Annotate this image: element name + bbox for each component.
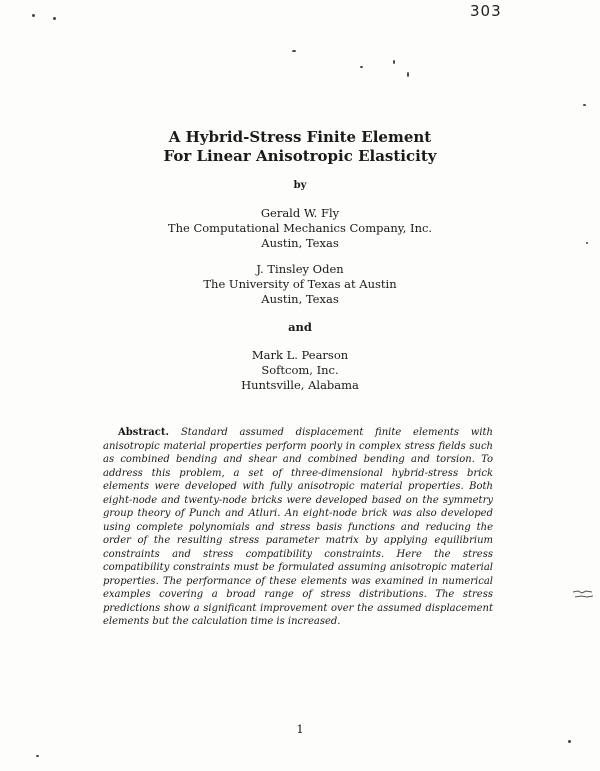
author-affiliation: Softcom, Inc. (261, 363, 339, 377)
scan-speck (32, 14, 35, 17)
author-affiliation: The University of Texas at Austin (203, 277, 397, 291)
and-label: and (288, 320, 312, 334)
author-location: Austin, Texas (261, 236, 339, 250)
scan-speck (53, 17, 56, 20)
abstract-label: Abstract. (118, 427, 169, 438)
scan-speck (583, 104, 586, 106)
author-block-2 (0, 262, 600, 307)
abstract (103, 426, 493, 629)
handwritten-page-number: 303 (470, 2, 502, 20)
page-number: 1 (296, 722, 304, 736)
author-location: Huntsville, Alabama (241, 378, 359, 392)
paper-title (0, 128, 600, 166)
author-block-1 (0, 206, 600, 251)
scan-speck (36, 755, 39, 757)
scan-speck (568, 740, 571, 743)
scan-speck (292, 50, 296, 52)
author-affiliation: The Computational Mechanics Company, Inc. (167, 221, 433, 235)
title-line-1: A Hybrid-Stress Finite Element (168, 128, 432, 146)
scan-speck (360, 66, 363, 68)
scan-speck (407, 72, 409, 77)
author-name: Mark L. Pearson (251, 348, 349, 362)
author-block-3 (0, 348, 600, 393)
author-name: J. Tinsley Oden (256, 262, 344, 276)
author-name: Gerald W. Fly (260, 206, 340, 220)
by-label: by (293, 180, 307, 191)
abstract-body: Standard assumed displacement finite elements with anisotropic material properties perform poorly in complex stress fields such as combined bending and shear and combined bending and torsion. To address this problem, a set of three-dimensional hybrid-stress brick elements were developed with fully anisotropic material properties. Both eight-node and twenty-node bricks were developed based on the symmetry group theory of Punch and Atluri. An eight-node brick was also developed using complete polynomials and stress basis functions and reducing the order of the resulting stress parameter matrix by applying equilibrium constraints and stress compatibility constraints. Here the stress compatibility constraints must be formulated assuming anisotropic material properties. The performance of these elements was examined in numerical examples covering a broad range of stress distributions. The stress predictions show a significant improvement over the assumed displacement elements but the calculation time is increased. (103, 427, 493, 627)
title-line-2: For Linear Anisotropic Elasticity (163, 147, 437, 165)
margin-scribble (572, 586, 594, 602)
scan-speck (393, 60, 395, 64)
author-location: Austin, Texas (261, 292, 339, 306)
